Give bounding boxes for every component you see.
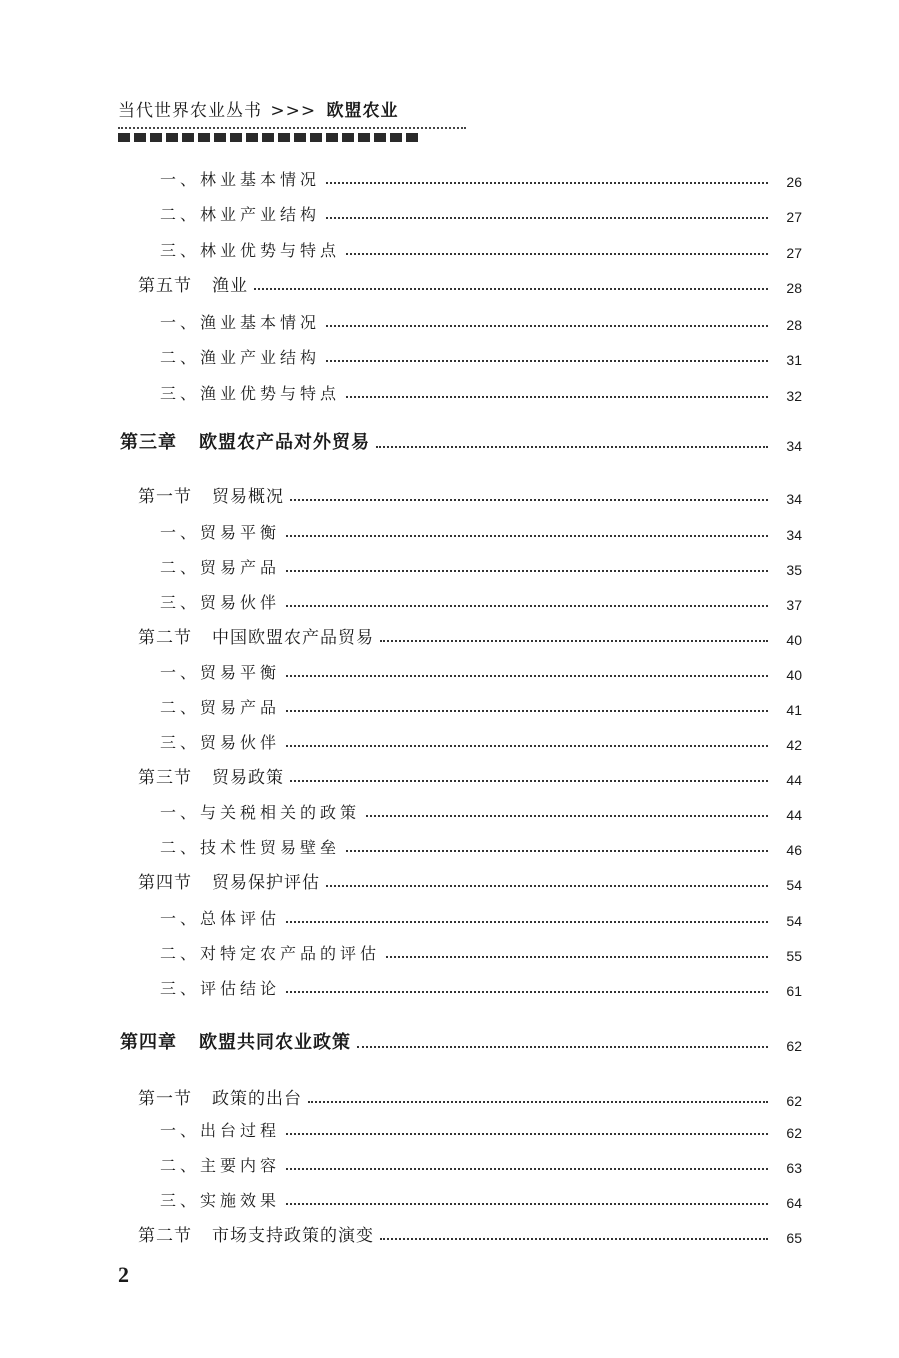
- running-header: [118, 96, 478, 142]
- toc-item: [160, 1117, 802, 1141]
- toc-section-label: [138, 1084, 302, 1109]
- toc-page-number: 40: [786, 632, 802, 648]
- toc-section-title: 贸易概况: [212, 487, 284, 507]
- toc-item-label: 一、与关税相关的政策: [160, 803, 361, 822]
- toc-page-number: 41: [786, 702, 802, 718]
- dot-leader: [290, 780, 768, 782]
- toc-page-number: 28: [786, 317, 802, 333]
- dot-leader: [346, 850, 768, 852]
- toc-item: [160, 309, 802, 333]
- toc-page-number: 27: [786, 245, 802, 261]
- toc-page-number: 44: [786, 772, 802, 788]
- toc-item-label: 一、贸易平衡: [160, 663, 281, 682]
- dot-leader: [326, 217, 768, 219]
- toc-item: [160, 905, 802, 929]
- toc-item-label: 二、对特定农产品的评估: [160, 944, 381, 963]
- page-number: 2: [118, 1262, 129, 1287]
- toc-item-label: 一、渔业基本情况: [160, 313, 321, 332]
- toc-section-label: [138, 1221, 374, 1246]
- dot-leader: [326, 325, 768, 327]
- header-separator: >>>: [270, 101, 317, 121]
- toc-section-label: [138, 271, 248, 296]
- dot-leader: [366, 815, 768, 817]
- toc-page-number: 35: [786, 562, 802, 578]
- toc-section-number: 第一节: [138, 487, 192, 507]
- toc-section-number: 第二节: [138, 628, 192, 648]
- toc-item-label: 三、评估结论: [160, 979, 281, 998]
- dot-leader: [286, 605, 768, 607]
- dot-leader: [380, 1238, 768, 1240]
- toc-page-number: 34: [786, 527, 802, 543]
- toc-item: [160, 1187, 802, 1211]
- dot-leader: [376, 446, 768, 448]
- toc-section-label: [138, 763, 284, 788]
- toc-page-number: 63: [786, 1160, 802, 1176]
- dot-leader: [346, 253, 768, 255]
- dot-leader: [326, 182, 768, 184]
- toc-page-number: 37: [786, 597, 802, 613]
- toc-section-number: 第二节: [138, 1226, 192, 1246]
- toc-section-number: 第三节: [138, 768, 192, 788]
- dot-leader: [286, 675, 768, 677]
- dot-leader: [380, 640, 768, 642]
- dot-leader: [286, 1203, 768, 1205]
- dot-leader: [286, 991, 768, 993]
- header-block-bar: [118, 133, 478, 142]
- toc-chapter: [120, 1030, 802, 1054]
- toc-item: [160, 589, 802, 613]
- toc-item: [160, 519, 802, 543]
- dot-leader: [286, 570, 768, 572]
- series-title: 当代世界农业丛书: [118, 101, 262, 121]
- toc-item: [160, 834, 802, 858]
- toc-section-title: 政策的出台: [212, 1089, 302, 1109]
- toc-page-number: 26: [786, 174, 802, 190]
- toc-page-number: 40: [786, 667, 802, 683]
- dot-leader: [326, 360, 768, 362]
- toc-chapter-number: 第四章: [120, 1032, 177, 1053]
- toc-item: [160, 975, 802, 999]
- dot-leader: [286, 535, 768, 537]
- toc-item: [160, 659, 802, 683]
- header-dotted-rule: [118, 127, 466, 129]
- toc-item: [160, 201, 802, 225]
- toc-section: [138, 483, 802, 507]
- toc-chapter-title: 欧盟农产品对外贸易: [199, 432, 370, 453]
- toc-item: [160, 380, 802, 404]
- toc-section-number: 第五节: [138, 276, 192, 296]
- toc-section-title: 市场支持政策的演变: [212, 1226, 374, 1246]
- dot-leader: [357, 1046, 768, 1048]
- book-title: 欧盟农业: [326, 101, 399, 121]
- toc-page-number: 62: [786, 1125, 802, 1141]
- toc-page-number: 61: [786, 983, 802, 999]
- toc-item-label: 二、渔业产业结构: [160, 348, 321, 367]
- toc-section-label: [138, 868, 320, 893]
- toc-item-label: 三、林业优势与特点: [160, 241, 341, 260]
- running-header-text: [118, 96, 478, 121]
- toc-item: [160, 1152, 802, 1176]
- toc-chapter: [120, 430, 802, 454]
- toc-section-number: 第一节: [138, 1089, 192, 1109]
- toc-section-title: 渔业: [212, 276, 248, 296]
- dot-leader: [346, 396, 768, 398]
- toc-page-number: 46: [786, 842, 802, 858]
- dot-leader: [286, 710, 768, 712]
- toc-page-number: 44: [786, 807, 802, 823]
- toc-item: [160, 694, 802, 718]
- dot-leader: [286, 921, 768, 923]
- toc-item-label: 三、贸易伙伴: [160, 733, 281, 752]
- toc-page-number: 62: [786, 1038, 802, 1054]
- toc-item: [160, 166, 802, 190]
- toc-page-number: 55: [786, 948, 802, 964]
- toc-page-number: 65: [786, 1230, 802, 1246]
- toc-page-number: 54: [786, 913, 802, 929]
- toc-section: [138, 869, 802, 893]
- toc-section-label: [138, 482, 284, 507]
- toc-item-label: 一、总体评估: [160, 909, 281, 928]
- dot-leader: [286, 745, 768, 747]
- toc-page-number: 64: [786, 1195, 802, 1211]
- toc-chapter-label: [120, 428, 370, 454]
- toc-section: [138, 272, 802, 296]
- toc-section-number: 第四节: [138, 873, 192, 893]
- toc-page-number: 27: [786, 209, 802, 225]
- toc-item-label: 一、贸易平衡: [160, 523, 281, 542]
- toc-page-number: 34: [786, 438, 802, 454]
- toc-item: [160, 799, 802, 823]
- toc-item-label: 三、贸易伙伴: [160, 593, 281, 612]
- toc-chapter-title: 欧盟共同农业政策: [199, 1032, 351, 1053]
- toc-section-label: [138, 623, 374, 648]
- toc-section-title: 贸易保护评估: [212, 873, 320, 893]
- toc-item-label: 二、贸易产品: [160, 558, 281, 577]
- dot-leader: [326, 885, 768, 887]
- toc-page-number: 62: [786, 1093, 802, 1109]
- toc-chapter-label: [120, 1028, 351, 1054]
- toc-item-label: 三、渔业优势与特点: [160, 384, 341, 403]
- toc-item-label: 二、主要内容: [160, 1156, 281, 1175]
- toc-page-number: 54: [786, 877, 802, 893]
- toc-item: [160, 344, 802, 368]
- toc-section: [138, 1222, 802, 1246]
- toc-item: [160, 729, 802, 753]
- toc-item-label: 三、实施效果: [160, 1191, 281, 1210]
- toc-section-title: 贸易政策: [212, 768, 284, 788]
- toc-page-number: 28: [786, 280, 802, 296]
- toc-item: [160, 940, 802, 964]
- dot-leader: [308, 1101, 768, 1103]
- dot-leader: [290, 499, 768, 501]
- toc-item-label: 一、出台过程: [160, 1121, 281, 1140]
- dot-leader: [254, 288, 768, 290]
- toc-section: [138, 764, 802, 788]
- toc-item: [160, 554, 802, 578]
- toc-item-label: 一、林业基本情况: [160, 170, 321, 189]
- dot-leader: [286, 1133, 768, 1135]
- toc-section: [138, 624, 802, 648]
- toc-page-number: 32: [786, 388, 802, 404]
- toc-page-number: 31: [786, 352, 802, 368]
- toc-page-number: 42: [786, 737, 802, 753]
- dot-leader: [286, 1168, 768, 1170]
- toc-section: [138, 1085, 802, 1109]
- toc-item-label: 二、贸易产品: [160, 698, 281, 717]
- toc-item-label: 二、技术性贸易壁垒: [160, 838, 341, 857]
- toc-section-title: 中国欧盟农产品贸易: [212, 628, 374, 648]
- toc-item-label: 二、林业产业结构: [160, 205, 321, 224]
- toc-item: [160, 237, 802, 261]
- toc-chapter-number: 第三章: [120, 432, 177, 453]
- dot-leader: [386, 956, 768, 958]
- toc-page-number: 34: [786, 491, 802, 507]
